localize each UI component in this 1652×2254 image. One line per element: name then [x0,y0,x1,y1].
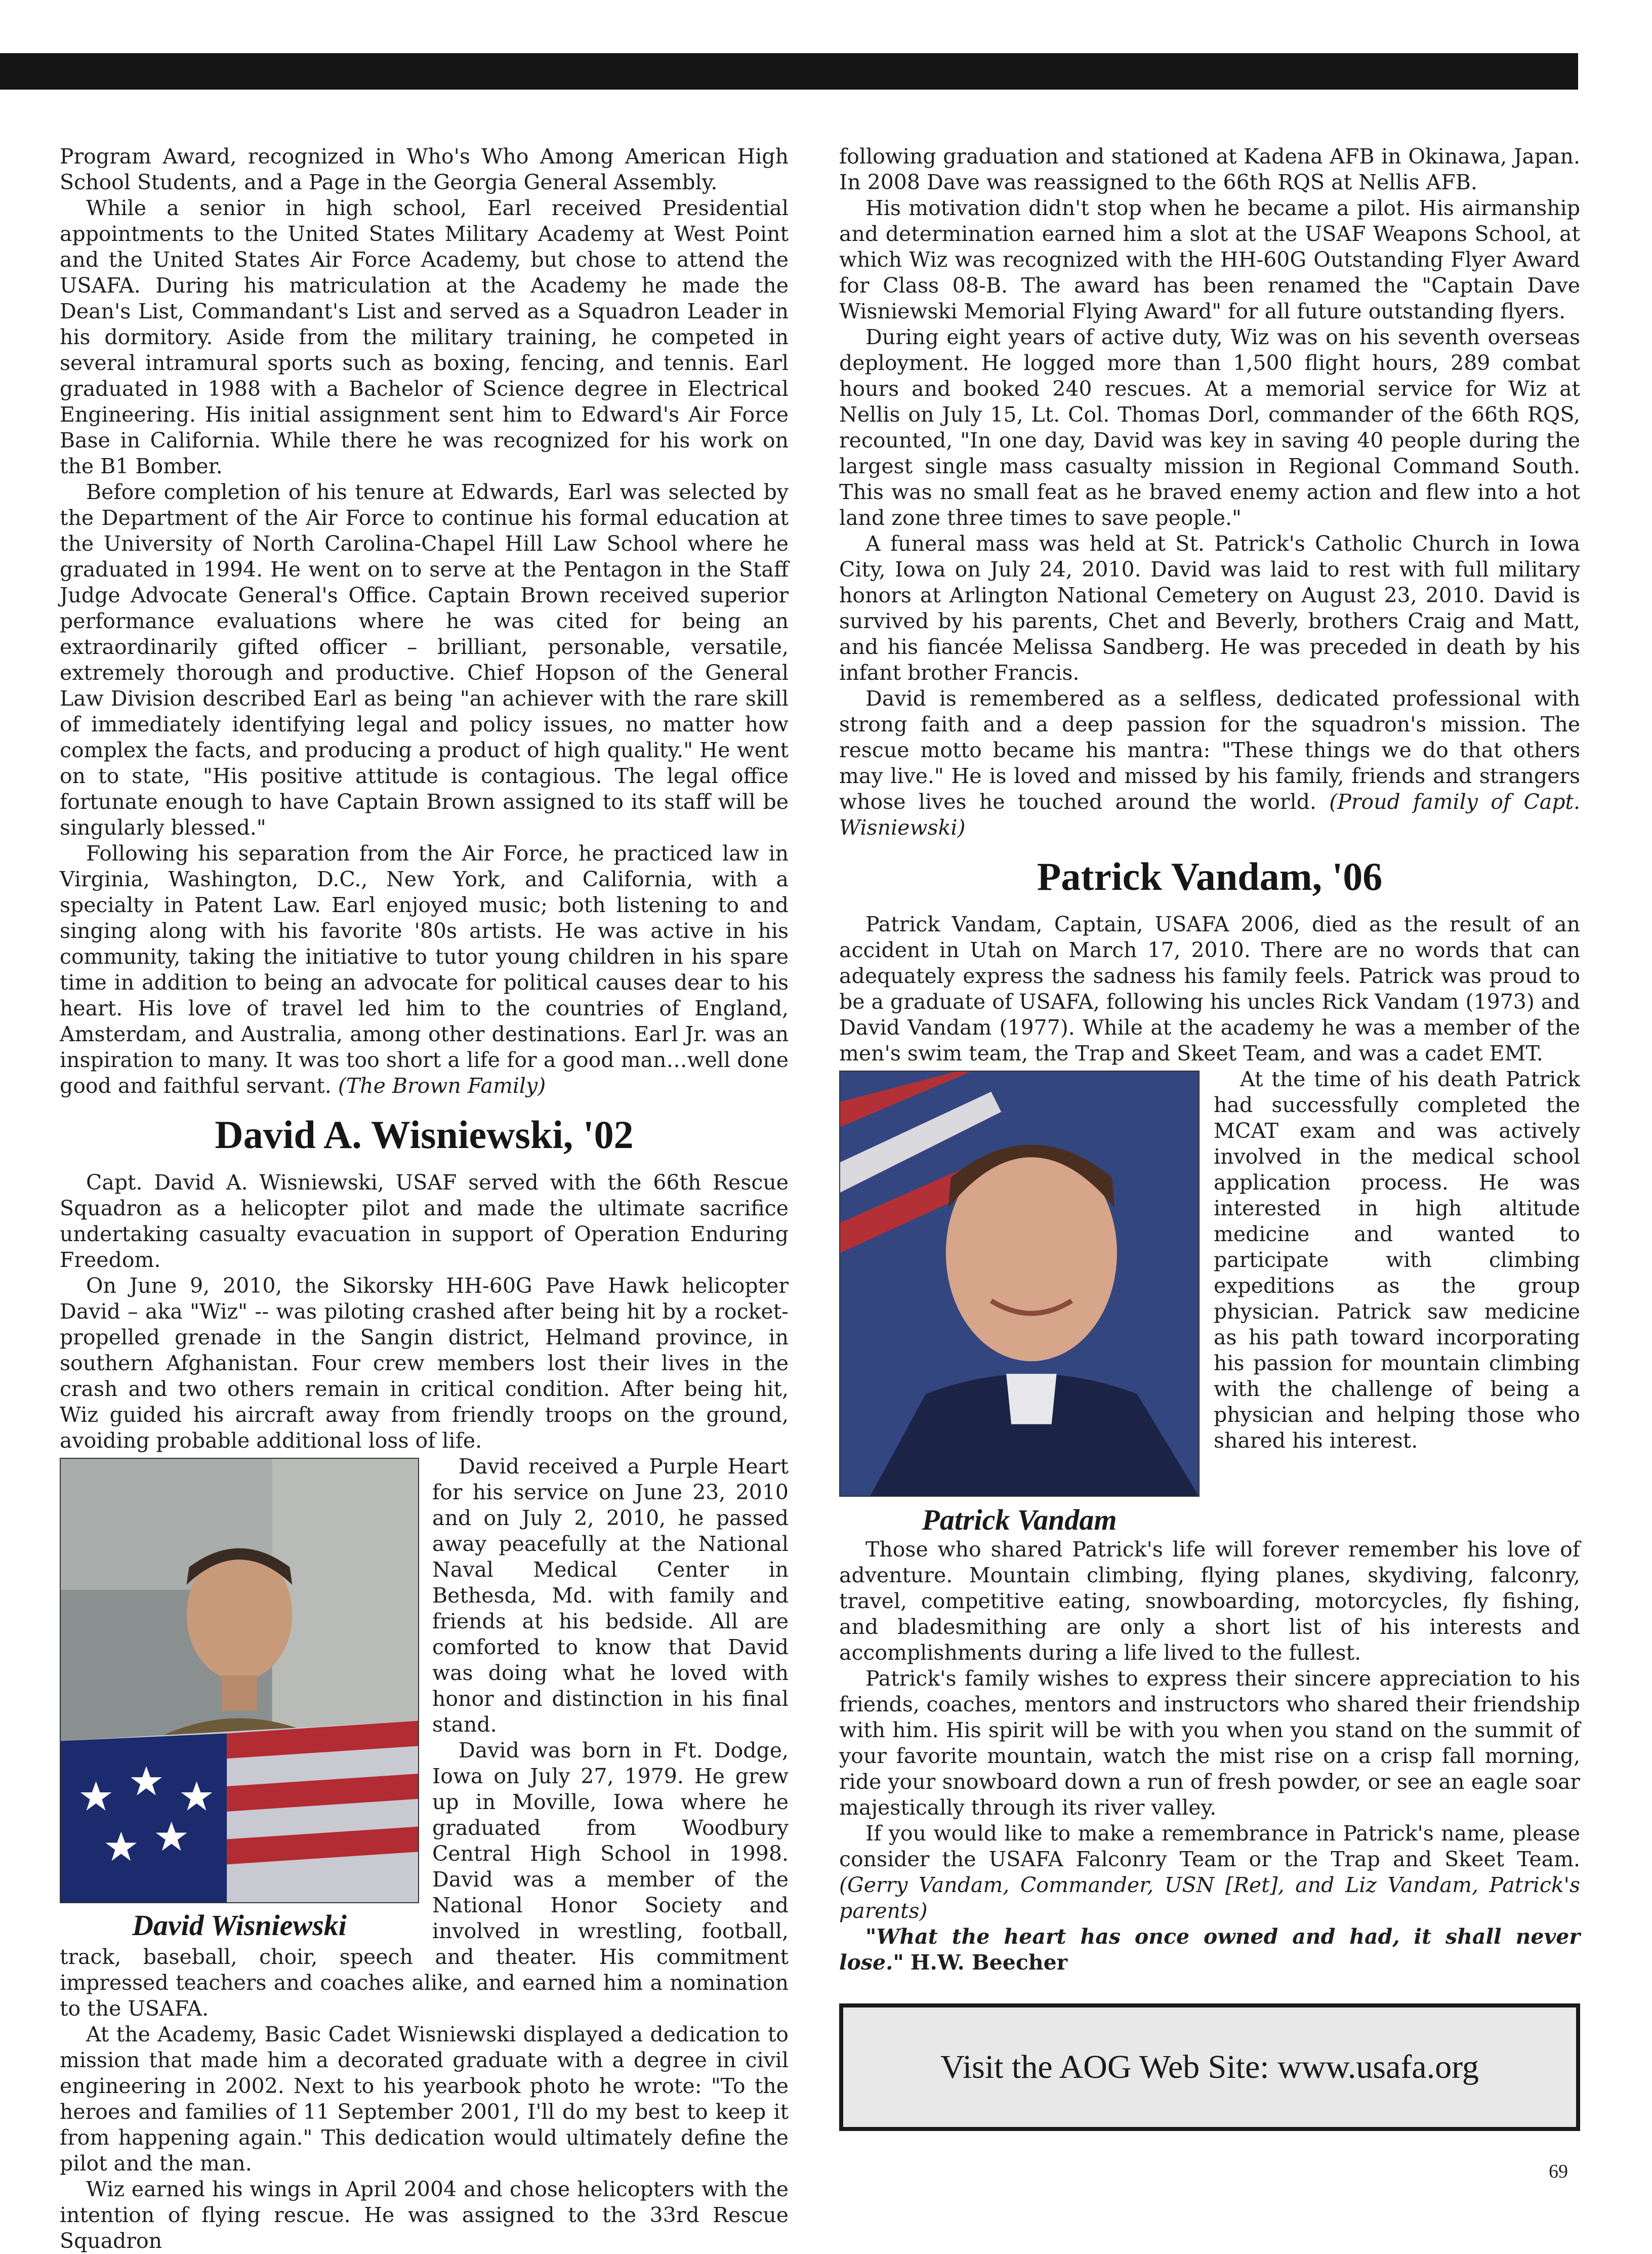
wisniewski-continued-paragraph-4: A funeral mass was held at St. Patrick's Catholic Church in Iowa City, Iowa on July 24, 2010. David was laid to rest with full military honors at Arlington National Cemetery on August 23, 2010. David is survived by his parents, Chet and Beverly, brothers Craig and Matt, and his fiancée Melissa Sandberg. He was preceded in death by his infant brother Francis. [839,531,1580,685]
vandam-attribution: (Gerry Vandam, Commander, USN [Ret], and Liz Vandam, Patrick's parents) [839,1873,1580,1923]
vandam-photo [839,1071,1200,1497]
brown-attribution: (The Brown Family) [338,1074,546,1098]
wisniewski-paragraph-1: Capt. David A. Wisniewski, USAF served with the 66th Rescue Squadron as a helicopter pilot and made the ultimate sacrifice undertaking casualty evacuation in support of Operation Enduring Freedom. [60,1170,789,1272]
wisniewski-continued-paragraph-5 [839,686,1580,841]
wisniewski-paragraph-3: David received a Purple Heart for his service on June 23, 2010 and on July 2, 2010, he passed away peacefully at the National Naval Medical Center in Bethesda, Md. with family and friends at his bedside. All are comforted to know that David was doing what he loved with honor and distinction in his final stand. [432,1454,789,1737]
top-banner-bar [0,53,1578,90]
wisniewski-portrait-image [61,1459,418,1902]
wisniewski-continued-paragraph-5-text: David is remembered as a selfless, dedicated professional with strong faith and a deep passion for the squadron's mission. The rescue motto became his mantra: "These things we do that others may live." He is loved and missed by his family, friends and strangers whose lives he touched around the world. [839,686,1580,814]
vandam-quote [839,1924,1580,1976]
wisniewski-paragraph-2-text: On June 9, 2010, the Sikorsky HH-60G Pave Hawk helicopter David – aka "Wiz" -- was piloting crashed after being hit by a rocket-propelled grenade in the Sangin district, Helmand province, in southern Afghanistan. Four crew members lost their lives in the crash and two others remain in critical condition. After being hit, Wiz guided his aircraft away from friendly troops on the ground, avoiding probable additional loss of life. [60,1274,789,1453]
wisniewski-attribution: (Proud family of Capt. Wisniewski) [839,790,1580,840]
vandam-paragraph-4: Patrick's family wishes to express their sincere appreciation to his friends, coaches, mentors and instructors who shared their friendship with him. His spirit will be with you when you stand on the summit of your favorite mountain, watch the mist rise on a crisp fall morning, ride your snowboard down a run of fresh powder, or see an eagle soar majestically through its river valley. [839,1666,1580,1820]
wisniewski-photo-caption: David Wisniewski [132,1909,347,1942]
wisniewski-heading: David A. Wisniewski, '02 [215,1113,634,1157]
vandam-quote-text: "What the heart has once owned and had, it shall never lose." [839,1924,1580,1975]
vandam-paragraph-1-text: Patrick Vandam, Captain, USAFA 2006, died as the result of an accident in Utah on March 17, 2010. There are no words that can adequately express the sadness his family feels. Patrick was proud to be a graduate of USAFA, following his uncles Rick Vandam (1973) and David Vandam (1977). While at the academy he was a member of the men's swim team, the Trap and Skeet Team, and was a cadet EMT. [839,912,1580,1065]
vandam-heading: Patrick Vandam, '06 [1037,854,1383,898]
brown-paragraph-4 [60,841,789,1099]
vandam-paragraph-5-text: If you would like to make a remembrance in Patrick's name, please consider the USAFA Falconry Team or the Trap and Skeet Team. [839,1821,1580,1871]
vandam-portrait-image [840,1072,1199,1496]
page-number: 69 [1549,2161,1568,2182]
vandam-paragraph-1 [839,912,1580,1067]
website-box [839,2003,1580,2131]
brown-paragraph-2: While a senior in high school, Earl received Presidential appointments to the United States Military Academy at West Point and the United States Air Force Academy, but chose to attend the USAFA. During his matriculation at the Academy he made the Dean's List, Commandant's List and served as a Squadron Leader in his dormitory. Aside from the military training, he competed in several intramural sports such as boxing, fencing, and tennis. Earl graduated in 1988 with a Bachelor of Science degree in Electrical Engineering. His initial assignment sent him to Edward's Air Force Base in California. While there he was recognized for his work on the B1 Bomber. [60,196,789,478]
wisniewski-paragraph-5: At the Academy, Basic Cadet Wisniewski displayed a dedication to mission that made him a decorated graduate with a degree in civil engineering in 2002. Next to his yearbook photo he wrote: "To the heroes and families of 11 September 2001, I'll do my best to keep it from happening again." This dedication would ultimately define the pilot and the man. [60,2022,789,2176]
brown-paragraph-1: Program Award, recognized in Who's Who Among American High School Students, and a Page in the Georgia General Assembly. [60,144,789,194]
vandam-paragraph-5 [839,1821,1580,1924]
vandam-photo-caption: Patrick Vandam [922,1503,1117,1536]
left-column [60,144,789,2254]
wisniewski-photo [60,1458,419,1903]
wisniewski-paragraph-6: Wiz earned his wings in April 2004 and chose helicopters with the intention of flying rescue. He was assigned to the 33rd Rescue Squadron [60,2177,789,2253]
vandam-paragraph-2: At the time of his death Patrick had successfully completed the MCAT exam and was actively involved in the medical school application process. He was interested in high altitude medicine and wanted to participate with climbing expeditions as the group physician. Patrick saw medicine as his path toward incorporating his passion for mountain climbing with the challenge of being a physician and helping those who shared his interest. [1214,1067,1580,1453]
wisniewski-continued-paragraph-1: following graduation and stationed at Kadena AFB in Okinawa, Japan. In 2008 Dave was reassigned to the 66th RQS at Nellis AFB. [839,144,1580,194]
brown-paragraph-3: Before completion of his tenure at Edwards, Earl was selected by the Department of the Air Force to continue his formal education at the University of North Carolina-Chapel Hill Law School where he graduated in 1994. He went on to serve at the Pentagon in the Staff Judge Advocate General's Office. Captain Brown received superior performance evaluations where he was cited for being an extraordinarily gifted officer – brilliant, personable, versatile, extremely thorough and productive. Chief Hopson of the General Law Division described Earl as being "an achiever with the rare skill of immediately identifying legal and policy issues, no matter how complex the facts, and producing a product of high quality." He went on to state, "His positive attitude is contagious. The legal office fortunate enough to have Captain Brown assigned to its staff will be singularly blessed." [60,480,789,840]
wisniewski-paragraph-4: David was born in Ft. Dodge, Iowa on July 27, 1979. He grew up in Moville, Iowa where he graduated from Woodbury Central High School in 1998. David was a member of the National Honor Society and involved in wrestling, football, track, baseball, choir, speech and theater. His commitment impressed teachers and coaches alike, and earned him a nomination to the USAFA. [60,1738,789,2021]
right-column [839,144,1580,2030]
brown-paragraph-4-text: Following his separation from the Air Force, he practiced law in Virginia, Washington, D.C., New York, and California, with a specialty in Patent Law. Earl enjoyed music; both listening to and singing along with his favorite '80s artists. He was active in his community, taking the initiative to tutor young children in his spare time in addition to being an advocate for political causes dear to his heart. His love of travel led him to the countries of England, Amsterdam, and Australia, among other destinations. Earl Jr. was an inspiration to many. It was too short a life for a good man…well done good and faithful servant. [60,841,789,1098]
wisniewski-paragraph-2 [60,1273,789,1454]
wisniewski-continued-paragraph-3: During eight years of active duty, Wiz was on his seventh overseas deployment. He logged more than 1,500 flight hours, 289 combat hours and booked 240 rescues. At a memorial service for Wiz at Nellis on July 15, Lt. Col. Thomas Dorl, commander of the 66th RQS, recounted, "In one day, David was key in saving 40 people during the largest single mass casualty mission in Regional Command South. This was no small feat as he braved enemy action and flew into a hot land zone three times to save people." [839,325,1580,530]
vandam-quote-author: H.W. Beecher [910,1950,1068,1975]
website-text: Visit the AOG Web Site: www.usafa.org [940,2048,1479,2085]
vandam-paragraph-3: Those who shared Patrick's life will forever remember his love of adventure. Mountain climbing, flying planes, skydiving, falconry, travel, competitive eating, snowboarding, motorcycles, fly fishing, and bladesmithing are only a short list of his interests and accomplishments during a life lived to the fullest. [839,1537,1580,1665]
wisniewski-continued-paragraph-2: His motivation didn't stop when he became a pilot. His airmanship and determination earned him a slot at the USAF Weapons School, at which Wiz was recognized with the HH-60G Outstanding Flyer Award for Class 08-B. The award has been renamed the "Captain Dave Wisniewski Memorial Flying Award" for all future outstanding flyers. [839,196,1580,323]
